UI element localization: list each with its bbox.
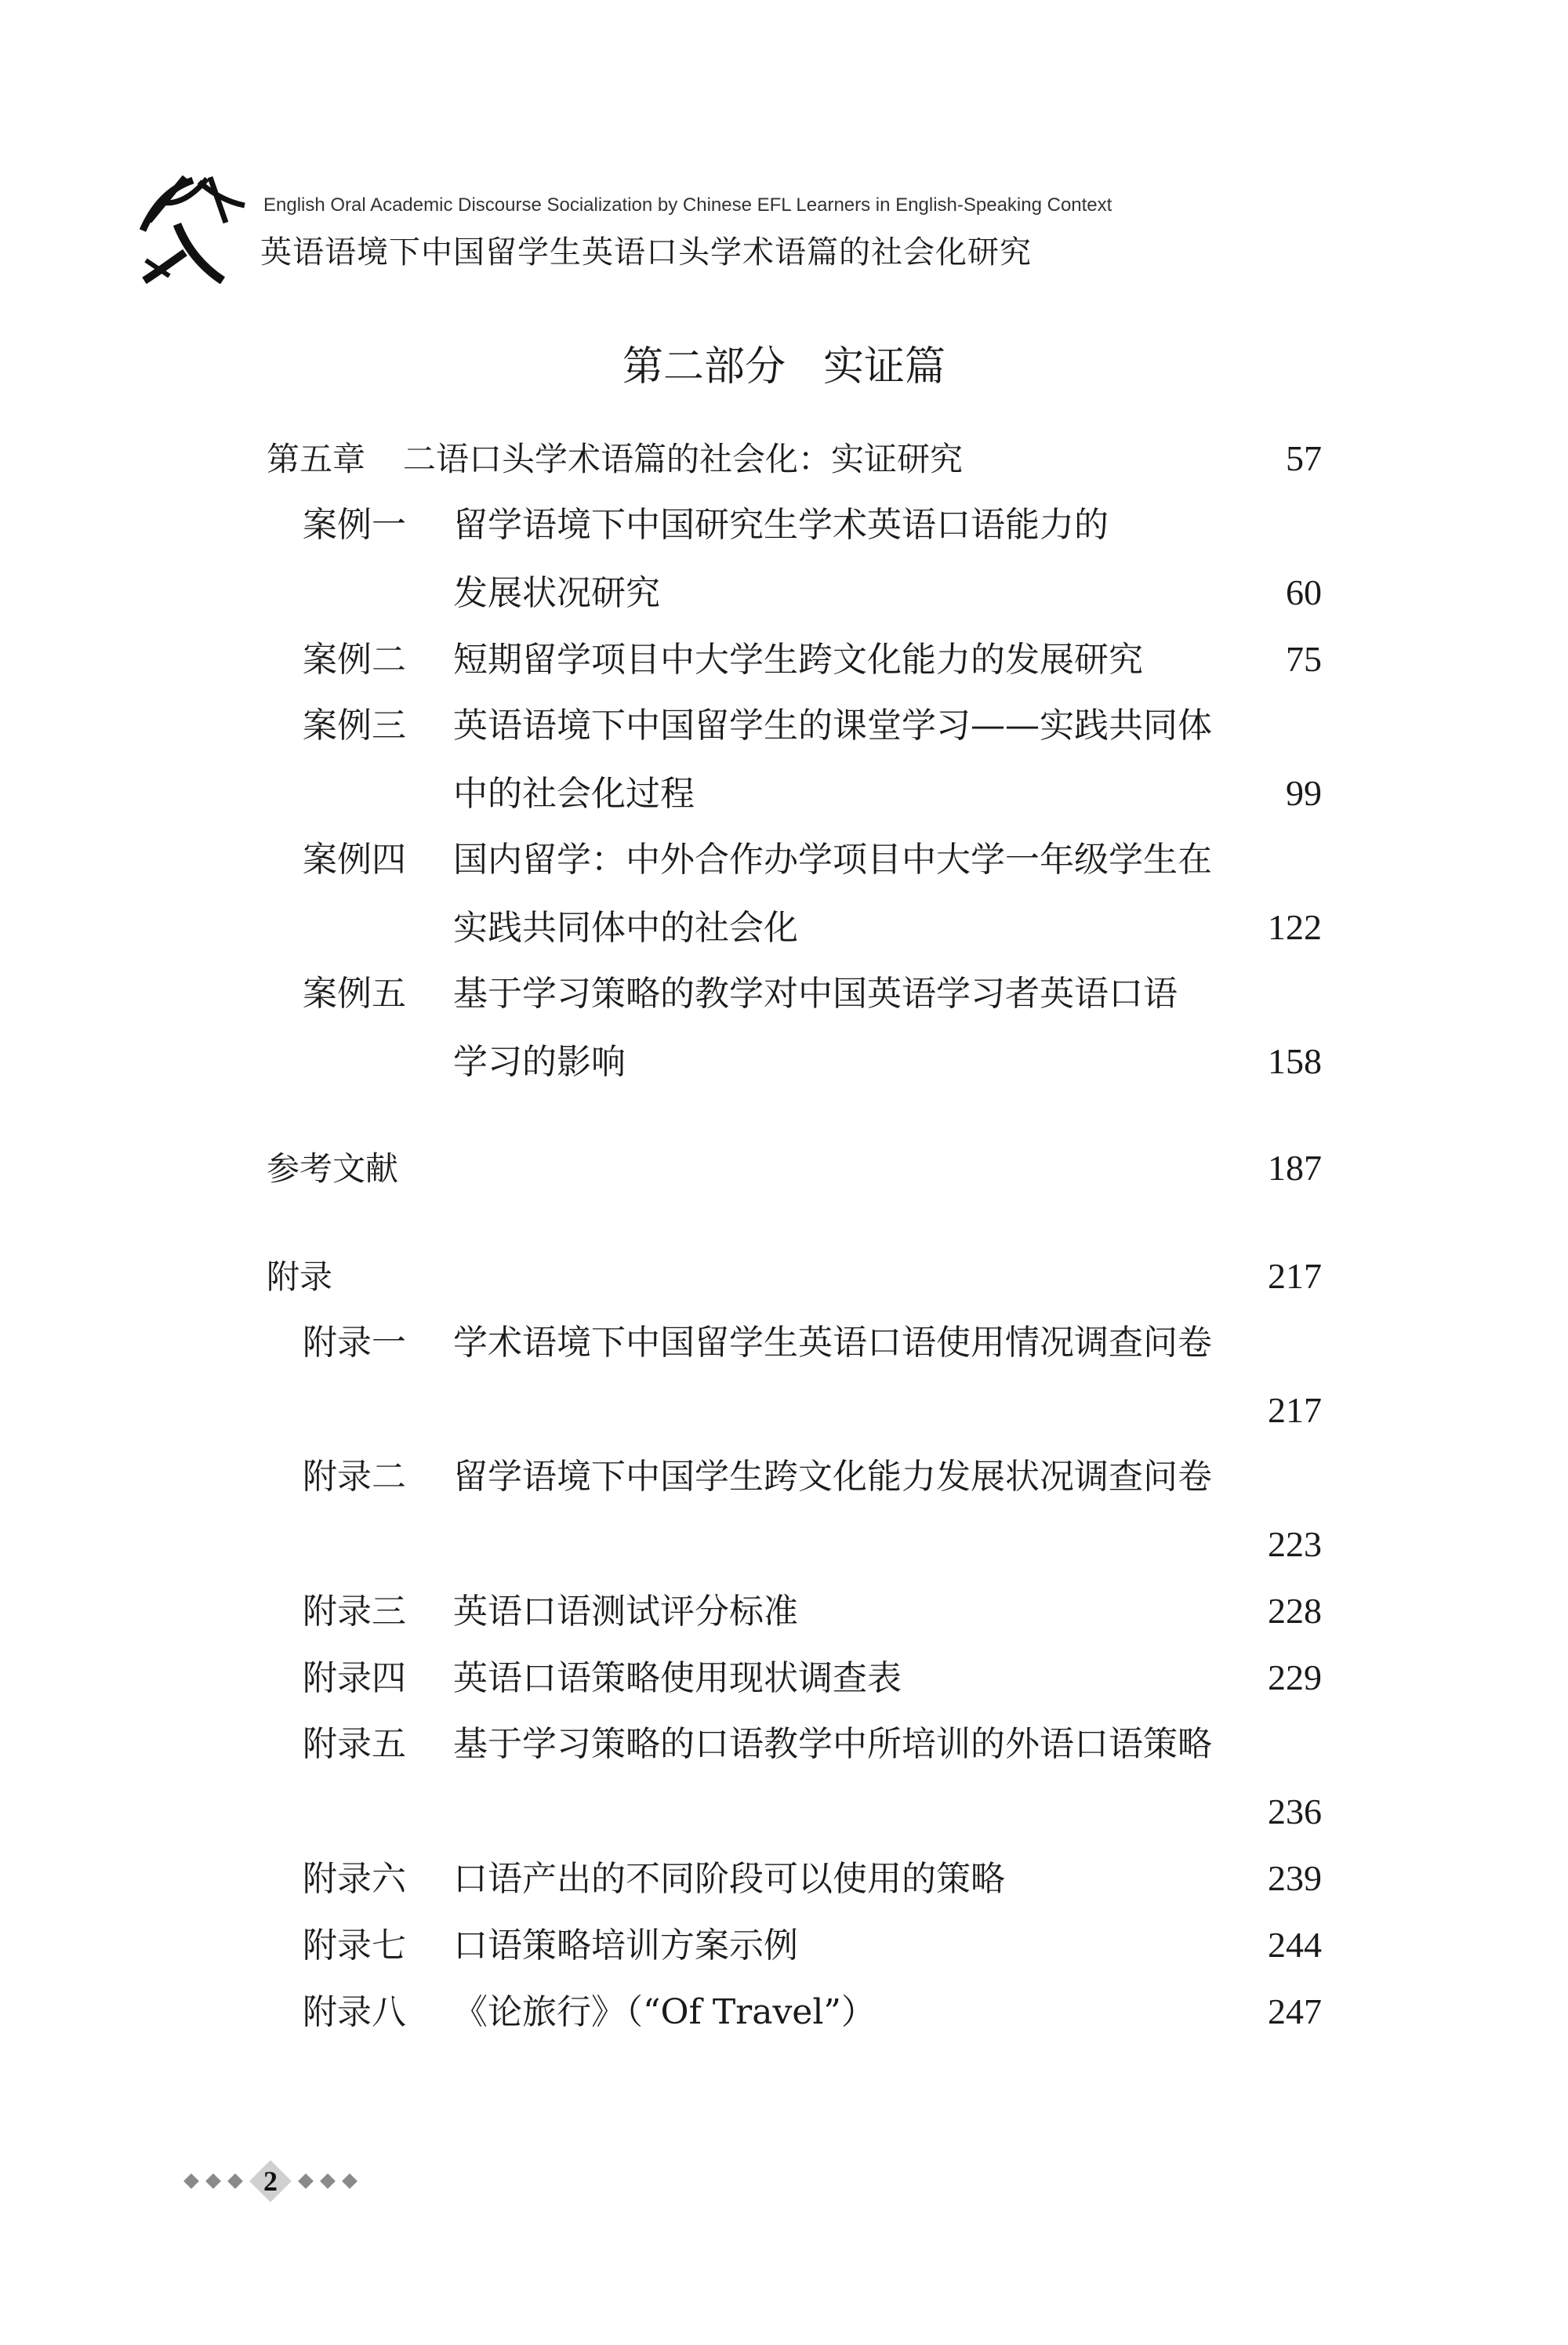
header-title-en: English Oral Academic Discourse Socialization by Chinese EFL Learners in English-Speaking Context — [263, 194, 1112, 216]
toc-entry-label: 案例三 — [303, 706, 406, 746]
diamond-icon — [227, 2173, 243, 2189]
diamond-icon — [298, 2173, 314, 2189]
part-label: 第二部分 — [622, 343, 786, 390]
toc-entry-case4-cont[interactable] — [453, 904, 1322, 951]
page-footer — [180, 2158, 361, 2205]
toc-entry-title: 英语口语策略使用现状调查表 — [453, 1658, 902, 1698]
toc-entry-title: 口语策略培训方案示例 — [453, 1926, 798, 1966]
toc-entry-label: 参考文献 — [267, 1149, 399, 1188]
toc-entry-label: 案例四 — [303, 840, 406, 880]
toc-entry-title: 英语语境下中国留学生的课堂学习——实践共同体 — [453, 706, 1212, 746]
toc-entry-appendix4[interactable] — [303, 1654, 1322, 1701]
toc-entry-label: 附录三 — [303, 1592, 406, 1632]
toc-entry-case3[interactable] — [303, 702, 1322, 750]
toc-entry-appendix5-cont[interactable] — [453, 1788, 1322, 1835]
toc-entry-title: 短期留学项目中大学生跨文化能力的发展研究 — [453, 640, 1143, 680]
toc-entry-title: 口语产出的不同阶段可以使用的策略 — [453, 1859, 1005, 1899]
toc-entry-page: 228 — [1268, 1591, 1322, 1631]
toc-entry-page: 244 — [1268, 1925, 1322, 1965]
toc-entry-case1-cont[interactable] — [453, 569, 1322, 616]
toc-entry-case4[interactable] — [303, 837, 1322, 884]
toc-entry-label: 附录六 — [303, 1859, 406, 1899]
toc-entry-label: 附录四 — [303, 1658, 406, 1698]
toc-entry-title: 留学语境下中国研究生学术英语口语能力的 — [453, 505, 1109, 545]
toc-entry-references[interactable] — [267, 1145, 1322, 1192]
toc-entry-label: 附录一 — [303, 1323, 406, 1363]
diamond-icon — [183, 2173, 199, 2189]
toc-entry-title: 基于学习策略的教学对中国英语学习者英语口语 — [453, 974, 1178, 1014]
toc-entry-appendix2[interactable] — [303, 1454, 1322, 1501]
toc-entry-page: 217 — [1268, 1390, 1322, 1430]
toc-entry-title: 二语口头学术语篇的社会化：实证研究 — [403, 440, 964, 478]
toc-entry-page: 158 — [1268, 1041, 1322, 1081]
diamond-icon — [320, 2173, 336, 2189]
toc-entry-page: 236 — [1268, 1791, 1322, 1831]
toc-entry-page: 239 — [1268, 1858, 1322, 1898]
toc-entry-appendix6[interactable] — [303, 1855, 1322, 1902]
toc-entry-label: 附录 — [267, 1258, 333, 1296]
toc-entry-appendix[interactable] — [267, 1253, 1322, 1300]
toc-entry-page: 229 — [1268, 1657, 1322, 1697]
toc-entry-case1[interactable] — [303, 502, 1322, 549]
toc-entry-title: 留学语境下中国学生跨文化能力发展状况调查问卷 — [453, 1457, 1212, 1497]
toc-entry-title: 学术语境下中国留学生英语口语使用情况调查问卷 — [453, 1323, 1212, 1363]
toc-entry-title-cont: 发展状况研究 — [453, 573, 660, 613]
toc-entry-chapter5[interactable] — [267, 435, 1322, 482]
toc-entry-label: 第五章 — [267, 440, 366, 478]
toc-entry-appendix7[interactable] — [303, 1922, 1322, 1969]
toc-entry-page: 217 — [1268, 1256, 1322, 1296]
toc-entry-title: 基于学习策略的口语教学中所培训的外语口语策略 — [453, 1724, 1212, 1764]
toc-entry-label: 附录二 — [303, 1457, 406, 1497]
toc-entry-label: 案例五 — [303, 974, 406, 1014]
toc-entry-title-cont: 实践共同体中的社会化 — [453, 908, 798, 948]
toc-entry-page: 57 — [1286, 438, 1322, 478]
diamond-icon — [205, 2173, 221, 2189]
toc-entry-case5[interactable] — [303, 971, 1322, 1018]
toc-entry-page: 187 — [1268, 1148, 1322, 1188]
part-name: 实证篇 — [823, 343, 946, 390]
toc-entry-page: 223 — [1268, 1524, 1322, 1564]
toc-entry-case2[interactable] — [303, 636, 1322, 683]
toc-entry-case5-cont[interactable] — [453, 1038, 1322, 1085]
toc-entry-appendix1[interactable] — [303, 1320, 1322, 1367]
toc-entry-title: 《论旅行》（“Of Travel”） — [453, 1992, 876, 2032]
toc-entry-page: 75 — [1286, 639, 1322, 679]
toc-entry-case3-cont[interactable] — [453, 770, 1322, 817]
page-number: 2 — [254, 2165, 287, 2198]
toc-entry-label: 附录八 — [303, 1992, 406, 2032]
toc-entry-title: 国内留学：中外合作办学项目中大学一年级学生在 — [453, 840, 1212, 880]
toc-entry-page: 99 — [1286, 773, 1322, 813]
toc-entry-appendix3[interactable] — [303, 1588, 1322, 1635]
toc-entry-title-cont: 中的社会化过程 — [453, 774, 695, 814]
toc-entry-appendix8[interactable] — [303, 1988, 1322, 2035]
toc-entry-appendix5[interactable] — [303, 1721, 1322, 1768]
toc-entry-page: 247 — [1268, 1991, 1322, 2031]
toc-entry-label: 案例二 — [303, 640, 406, 680]
toc-entry-appendix2-cont[interactable] — [453, 1521, 1322, 1568]
header-title-zh: 英语语境下中国留学生英语口头学术语篇的社会化研究 — [260, 234, 1032, 270]
toc-entry-title: 英语口语测试评分标准 — [453, 1592, 798, 1632]
toc-entry-label: 案例一 — [303, 505, 406, 545]
toc-entry-page: 60 — [1286, 572, 1322, 612]
toc-entry-title-cont: 学习的影响 — [453, 1042, 626, 1082]
toc-entry-label: 附录五 — [303, 1724, 406, 1764]
diamond-icon — [342, 2173, 358, 2189]
toc-entry-appendix1-cont[interactable] — [453, 1387, 1322, 1434]
toc-entry-page: 122 — [1268, 907, 1322, 947]
toc-entry-label: 附录七 — [303, 1926, 406, 1966]
